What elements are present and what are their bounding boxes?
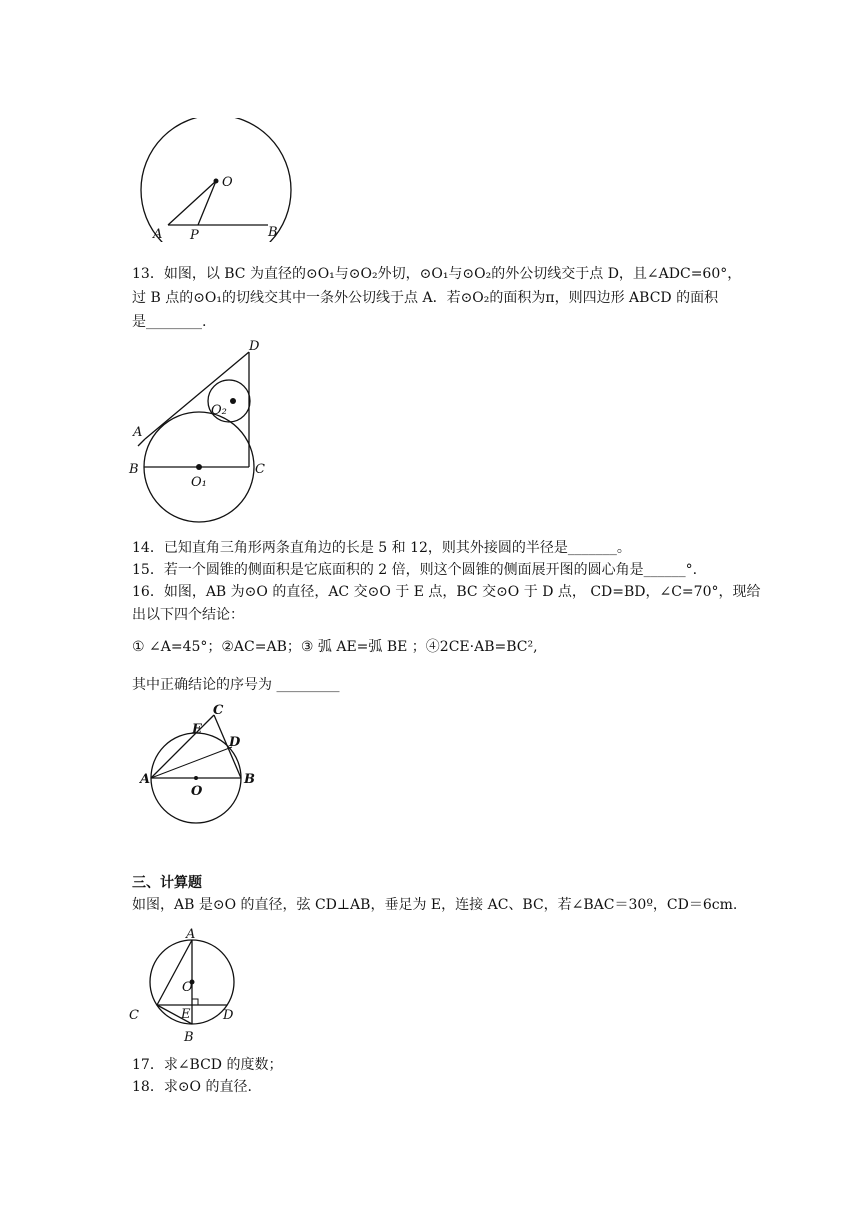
figure-circle-triangle-abc (138, 703, 262, 827)
figure-circle-chord-cd (125, 923, 241, 1047)
q16-line1: 16．如图，AB 为⊙O 的直径，AC 交⊙O 于 E 点，BC 交⊙O 于 D 点， CD=BD，∠C=70°，现给 (132, 584, 761, 600)
center-point-o1 (196, 464, 202, 470)
label-c: C (255, 462, 265, 477)
q13-line2: 过 B 点的⊙O₁的切线交其中一条外公切线于点 A．若⊙O₂的面积为π，则四边形 ABCD 的面积 (132, 290, 719, 306)
label-p: P (190, 228, 199, 242)
section-title: 三、计算题 (132, 875, 202, 891)
section-intro: 如图，AB 是⊙O 的直径，弦 CD⊥AB，垂足为 E，连接 AC、BC，若∠BAC＝30º，CD＝6cm. (132, 897, 738, 913)
label-e: E (181, 1007, 191, 1022)
label-a: A (153, 227, 163, 242)
tangent-ab (138, 439, 145, 446)
q13-line1: 13．如图，以 BC 为直径的⊙O₁与⊙O₂外切，⊙O₁与⊙O₂的外公切线交于点 D，且∠ADC=60°， (132, 266, 742, 282)
segment-op (198, 181, 216, 225)
label-e: E (192, 722, 202, 737)
tangent-ad (145, 352, 249, 439)
label-d: D (223, 1008, 234, 1023)
label-d: D (249, 339, 260, 354)
segment-ac (151, 715, 214, 778)
label-o1: O₁ (191, 475, 207, 490)
label-b: B (129, 462, 139, 477)
label-b: B (244, 772, 255, 787)
label-b: B (184, 1030, 194, 1045)
q18-text: 18．求⊙O 的直径. (132, 1079, 252, 1095)
label-o2: O₂ (211, 403, 227, 418)
center-point-o (194, 776, 198, 780)
figure-tangent-circles (125, 334, 275, 528)
label-c: C (213, 703, 224, 718)
right-angle-mark (192, 999, 198, 1005)
label-d: D (229, 735, 241, 750)
center-point-o2 (230, 398, 236, 404)
figure-circle-chord-ab (140, 118, 310, 242)
segment-ad (151, 747, 232, 778)
q14-text: 14．已知直角三角形两条直角边的长是 5 和 12，则其外接圆的半径是_______。 (132, 540, 631, 556)
segment-oa (168, 181, 216, 225)
q17-text: 17．求∠BCD 的度数； (132, 1057, 283, 1073)
label-a: A (133, 425, 143, 440)
label-o: O (182, 980, 193, 995)
q16-answer-prompt: 其中正确结论的序号为 _________ (132, 677, 340, 693)
label-o: O (222, 175, 233, 190)
q16-options: ① ∠A=45°；②AC=AB；③ 弧 AE=弧 BE ；④2CE·AB=BC², (132, 639, 538, 655)
label-o: O (191, 784, 203, 799)
center-point-o (214, 179, 219, 184)
q16-line2: 出以下四个结论： (132, 607, 244, 623)
q13-line3: 是________. (132, 314, 207, 330)
label-c: C (129, 1008, 139, 1023)
label-a: A (140, 772, 151, 787)
q15-text: 15．若一个圆锥的侧面积是它底面积的 2 倍，则这个圆锥的侧面展开图的圆心角是______°. (132, 562, 698, 578)
label-b: B (268, 225, 278, 240)
segment-ac (157, 940, 192, 1005)
label-a: A (186, 927, 196, 942)
